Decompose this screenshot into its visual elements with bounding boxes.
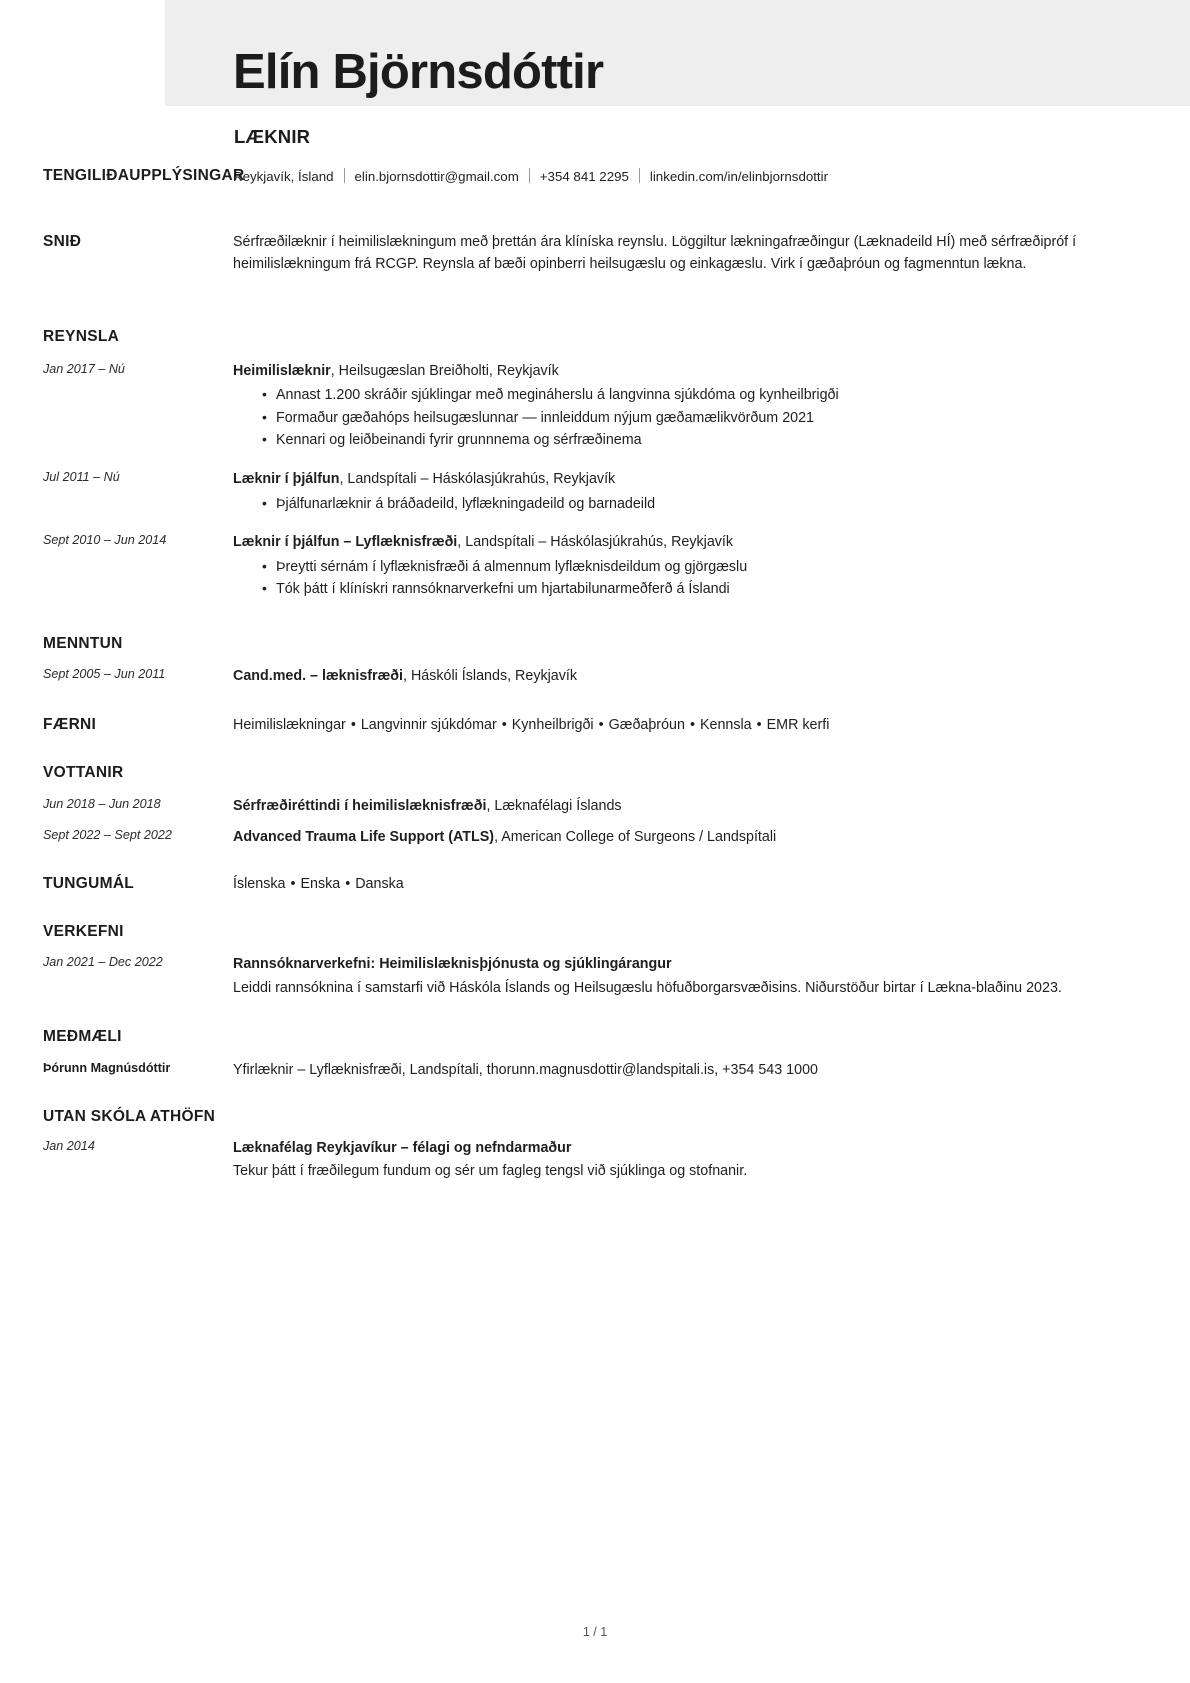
page-indicator: 1 / 1 [582,1625,608,1639]
experience-bullets [233,493,1080,516]
experience-date: Jul 2011 – Nú [43,470,120,485]
certificate-title: Advanced Trauma Life Support (ATLS) [233,829,495,846]
section-heading-education: MENNTUN [43,634,123,652]
section-heading-skills: FÆRNI [43,715,97,733]
education-date: Sept 2005 – Jun 2011 [43,667,166,682]
section-heading-contact: TENGILIÐAUPPLÝSINGAR [43,167,245,184]
extracurricular-title [233,1138,1080,1159]
section-extracurricular-heading [0,1107,1100,1127]
resume-body [0,152,1190,1182]
experience-entry-head [233,532,1080,553]
contact-email[interactable]: elin.bjornsdottir@gmail.com [354,169,519,184]
project-date: Jan 2021 – Dec 2022 [43,955,163,970]
experience-item [0,469,1100,515]
bullet-separator-icon: • [345,876,351,893]
section-heading-projects: VERKEFNI [43,922,124,940]
contact-divider-icon [529,168,530,183]
experience-date: Jan 2017 – Nú [43,361,125,376]
page-footer [0,1625,1190,1639]
education-entry-head [233,666,1080,687]
certificate-org: , American College of Surgeons / Landspítali [494,829,777,846]
list-item: • Tók þátt í klínískri rannsóknarverkefni um hjartabilunarmeðferð á Íslandi [262,578,1080,601]
extracurricular-date: Jan 2014 [43,1139,95,1154]
contact-label-col [43,166,245,186]
section-projects-heading [0,922,1100,942]
skill-item: EMR kerfi [766,716,830,733]
experience-entry-head [233,469,1080,490]
experience-label-col [43,327,233,347]
bullet-separator-icon: • [756,716,762,733]
summary-text: Sérfræðilæknir í heimilislækningum með þrettán ára klíníska reynslu. Löggiltur lækningafræðingur (Læknadeild HÍ) með sérfræðipróf í heimilislækningum frá RCGP. Reynsla af bæði opinberri heilsugæslu og einkagæslu. Virk í gæðaþróun og fagmenntun lækna. [233,233,1077,272]
project-description: Leiddi rannsóknina í samstarfi við Háskóla Íslands og Heilsugæslu höfuðborgarsvæðisins. Niðurstöður birtar í Lækna-blaðinu 2023. [233,979,1062,996]
contact-location: Reykjavík, Ísland [233,169,334,184]
experience-bullets [233,384,1080,452]
section-references-heading [0,1027,1100,1047]
contact-values [233,166,1100,187]
section-heading-languages: TUNGUMÁL [43,875,135,893]
certificate-org: , Læknafélagi Íslands [486,797,622,814]
experience-bullets [233,556,1080,601]
extracurricular-item [0,1138,1100,1182]
contact-linkedin[interactable]: linkedin.com/in/elinbjornsdottir [649,169,829,184]
experience-org: , Landspítali – Háskólasjúkrahús, Reykjavík [339,471,616,488]
languages-list [233,874,1080,895]
section-heading-summary: SNIÐ [43,232,82,250]
language-item: Íslenska [233,876,286,893]
skill-item: Gæðaþróun [608,716,685,733]
resume-header [0,0,1190,152]
skill-item: Kennsla [699,716,752,733]
summary-label-col [43,232,233,252]
extracurricular-title-text: Læknafélag Reykjavíkur – félagi og nefndarmaður [233,1140,572,1157]
bullet-separator-icon: • [290,876,296,893]
bullet-separator-icon: • [501,716,507,733]
summary-body [233,232,1100,275]
certificate-title: Sérfræðiréttindi í heimilislæknisfræði [233,797,487,814]
reference-item [0,1060,1100,1082]
section-heading-references: MEÐMÆLI [43,1027,122,1045]
bullet-separator-icon: • [350,716,356,733]
experience-item [0,361,1100,452]
skills-list [233,715,1080,736]
page-title: Elín Björnsdóttir [233,45,604,99]
experience-org: , Heilsugæslan Breiðholti, Reykjavík [330,362,559,379]
list-item: • Kennari og leiðbeinandi fyrir grunnnema og sérfræðinema [262,429,1080,452]
experience-job-title: Heimilislæknir [233,362,331,379]
language-item: Danska [355,876,404,893]
section-certificates-heading [0,763,1100,783]
language-item: Enska [300,876,341,893]
contact-line [233,166,1080,187]
list-item: • Þreytti sérnám í lyflæknisfræði á almennum lyflæknisdeildum og gjörgæslu [262,556,1080,579]
section-heading-extracurricular: UTAN SKÓLA ATHÖFN [43,1107,216,1125]
section-heading-experience: REYNSLA [43,328,120,346]
certificate-item [0,827,1100,848]
certificate-entry-head [233,796,1080,817]
skill-item: Heimilislækningar [233,716,346,733]
experience-item [0,532,1100,601]
job-title: LÆKNIR [234,126,311,147]
experience-entry-head [233,361,1080,382]
section-heading-certificates: VOTTANIR [43,764,124,782]
experience-job-title: Læknir í þjálfun – Lyflæknisfræði [233,534,458,551]
list-item: • Þjálfunarlæknir á bráðadeild, lyflækningadeild og barnadeild [262,493,1080,516]
certificate-date: Sept 2022 – Sept 2022 [43,828,172,843]
certificate-item [0,796,1100,817]
section-summary [0,232,1100,275]
bullet-separator-icon: • [598,716,604,733]
list-item: • Formaður gæðahóps heilsugæslunnar — innleiddum nýjum gæðamælikvörðum 2021 [262,407,1080,430]
project-item [0,954,1100,999]
section-experience-heading [0,327,1100,347]
project-title [233,954,1080,975]
section-contact [0,166,1100,187]
list-item: • Annast 1.200 skráðir sjúklingar með megináherslu á langvinna sjúkdóma og kynheilbrigði [262,384,1080,407]
bullet-separator-icon: • [689,716,695,733]
experience-date: Sept 2010 – Jun 2014 [43,533,167,548]
project-title-text: Rannsóknarverkefni: Heimilislæknisþjónusta og sjúklingárangur [233,956,672,973]
extracurricular-description: Tekur þátt í fræðilegum fundum og sér um fagleg tengsl við sjúklinga og stofnanir. [233,1162,748,1179]
reference-detail: Yfirlæknir – Lyflæknisfræði, Landspítali, thorunn.magnusdottir@landspitali.is, +354 543 1000 [233,1062,818,1079]
reference-name: Þórunn Magnúsdóttir [43,1061,171,1076]
section-languages [0,874,1100,895]
experience-job-title: Læknir í þjálfun [233,471,340,488]
contact-divider-icon [639,168,640,183]
experience-org: , Landspítali – Háskólasjúkrahús, Reykjavík [457,534,734,551]
certificate-date: Jun 2018 – Jun 2018 [43,796,161,811]
education-item [0,666,1100,687]
education-degree: Cand.med. – læknisfræði [233,668,404,685]
skill-item: Kynheilbrigði [511,716,594,733]
contact-divider-icon [344,168,345,183]
section-skills [0,715,1100,736]
certificate-entry-head [233,827,1080,848]
contact-phone[interactable]: +354 841 2295 [539,169,629,184]
section-education-heading [0,634,1100,654]
skill-item: Langvinnir sjúkdómar [360,716,497,733]
education-org: , Háskóli Íslands, Reykjavík [403,668,578,685]
